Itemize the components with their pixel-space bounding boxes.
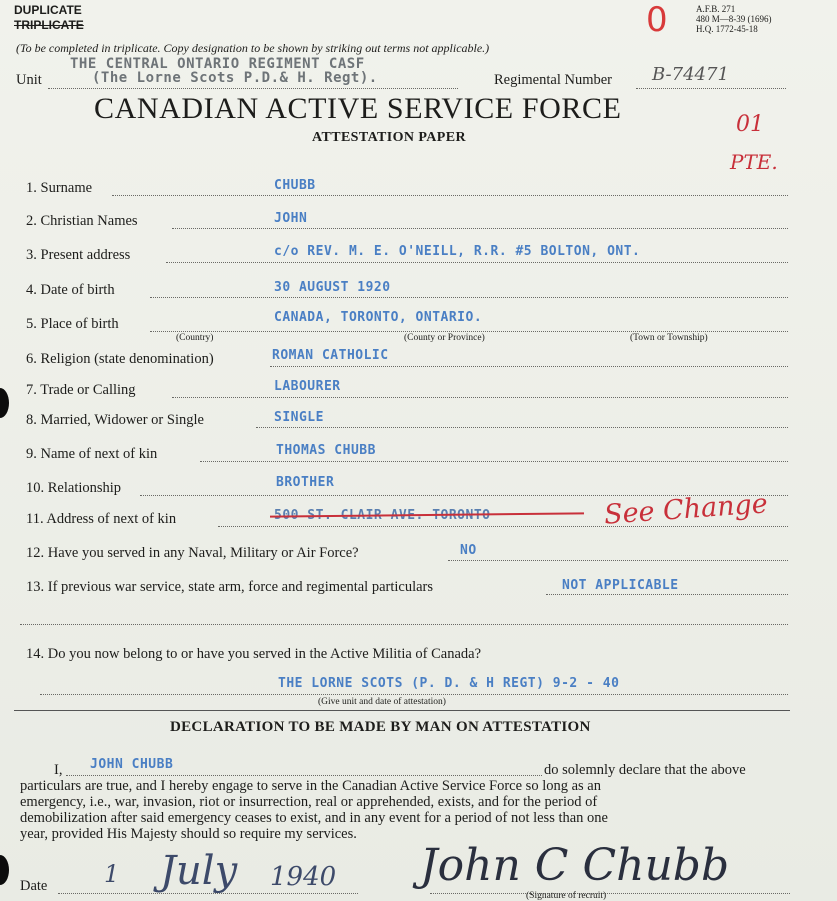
field-value-marital-status: SINGLE [274,410,324,425]
sublabel-town: (Town or Township) [630,333,708,343]
punch-hole [0,388,9,418]
sublabel-militia: (Give unit and date of attestation) [318,697,446,707]
field-label-present-address: 3. Present address [26,247,131,263]
field-label-surname: 1. Surname [26,180,93,196]
print-run: 480 M—8-39 (1696) [696,14,772,24]
date-year: 1940 [270,862,337,892]
field-label-marital-status: 8. Married, Widower or Single [26,412,204,428]
declaration-line-4: demobilization after said emergency ceases to exist, and in any event for a period of not less than one [20,810,608,826]
declaration-line-1: do solemnly declare that the above [544,762,746,778]
form-subtitle: ATTESTATION PAPER [312,130,466,145]
declaration-i-label: I, [54,762,63,778]
signature-caption: (Signature of recruit) [526,891,607,901]
field-value-surname: CHUBB [274,178,316,193]
regimental-number: B-74471 [652,64,729,85]
field-value-religion: ROMAN CATHOLIC [272,348,389,363]
field-value-place-of-birth: CANADA, TORONTO, ONTARIO. [274,310,483,325]
field-value-prior-service: NO [460,543,477,558]
unit-line-2: (The Lorne Scots P.D.& H. Regt). [92,70,378,86]
field-label-date-of-birth: 4. Date of birth [26,282,115,298]
date-day: 1 [104,860,120,888]
recruit-signature: John C Chubb [420,840,730,891]
field-value-active-militia: THE LORNE SCOTS (P. D. & H REGT) 9-2 - 40 [278,676,620,691]
field-label-active-militia: 14. Do you now belong to or have you served in the Active Militia of Canada? [26,646,482,662]
date-month: July [160,848,238,894]
correction-see-change: See Change [603,488,769,531]
instruction-text: (To be completed in triplicate. Copy designation to be shown by striking out terms not applicable.) [16,41,490,55]
field-value-date-of-birth: 30 AUGUST 1920 [274,280,391,295]
margin-note-01: 01 [736,112,764,137]
field-value-war-service-particulars: NOT APPLICABLE [562,578,679,593]
unit-label: Unit [16,72,42,88]
field-value-christian-names: JOHN [274,211,308,226]
punch-hole [0,855,9,885]
field-label-religion: 6. Religion (state denomination) [26,351,214,367]
divider-line [14,710,790,711]
field-label-christian-names: 2. Christian Names [26,213,138,229]
form-title: CANADIAN ACTIVE SERVICE FORCE [94,92,622,125]
declaration-line-3: emergency, i.e., war, invasion, riot or insurrection, real or apprehended, exists, and for the period of [20,794,598,810]
field-label-prior-service: 12. Have you served in any Naval, Military or Air Force? [26,545,359,561]
field-label-war-service-particulars: 13. If previous war service, state arm, force and regimental particulars [26,579,434,595]
field-value-next-of-kin-address: 500 ST. CLAIR AVE. TORONTO [274,508,491,523]
unit-line-1: THE CENTRAL ONTARIO REGIMENT CASF [70,56,365,72]
declaration-name: JOHN CHUBB [90,757,174,772]
regimental-number-label: Regimental Number [494,72,612,88]
field-label-next-of-kin-address: 11. Address of next of kin [26,511,177,527]
hq-number: H.Q. 1772-45-18 [696,24,758,34]
declaration-heading: DECLARATION TO BE MADE BY MAN ON ATTESTATION [170,719,591,735]
red-circle-mark: 0 [646,0,668,40]
field-value-relationship: BROTHER [276,475,335,490]
sublabel-country: (Country) [176,333,214,343]
field-label-trade: 7. Trade or Calling [26,382,136,398]
field-label-place-of-birth: 5. Place of birth [26,316,119,332]
copy-designation-duplicate: DUPLICATE [14,3,82,17]
field-value-next-of-kin: THOMAS CHUBB [276,443,376,458]
copy-designation-triplicate: TRIPLICATE [14,18,84,32]
declaration-line-2: particulars are true, and I hereby engage to serve in the Canadian Active Service Force so long as an [20,778,601,794]
date-label: Date [20,878,48,894]
field-value-present-address: c/o REV. M. E. O'NEILL, R.R. #5 BOLTON, ONT. [274,244,641,259]
field-label-next-of-kin: 9. Name of next of kin [26,446,158,462]
sublabel-county: (County or Province) [404,333,485,343]
declaration-line-5: year, provided His Majesty should so require my services. [20,826,357,842]
margin-note-rank: PTE. [730,150,778,174]
field-label-relationship: 10. Relationship [26,480,122,496]
field-value-trade: LABOURER [274,379,341,394]
form-number: A.F.B. 271 [696,4,736,14]
